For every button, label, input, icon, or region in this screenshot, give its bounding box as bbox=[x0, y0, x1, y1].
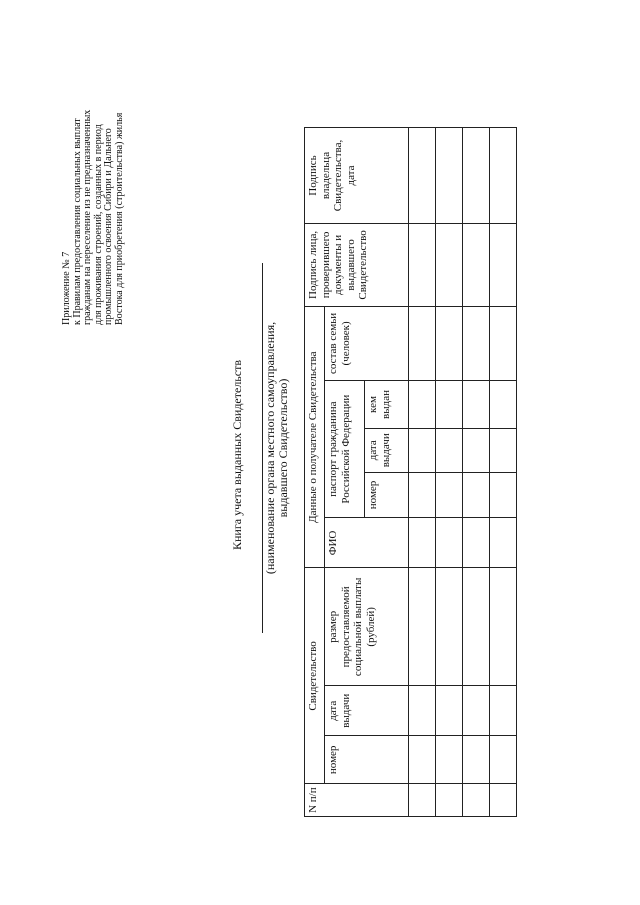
book-title: Книга учета выданных Свидетельств bbox=[230, 359, 244, 551]
appendix-line: к Правилам предоставления социальных выплат bbox=[71, 118, 83, 325]
header-family-size: состав семьи (человек) bbox=[325, 306, 409, 380]
certificates-register-table bbox=[304, 127, 517, 817]
header-cert-amount: размер предоставляемой социальной выплаты (рублей) bbox=[325, 568, 409, 686]
org-name-caption bbox=[264, 263, 290, 633]
header-passport-issuer: кем выдан bbox=[365, 381, 409, 429]
header-passport-number: номер bbox=[365, 472, 409, 518]
header-recipient-group: Данные о получателе Свидетельства bbox=[305, 306, 325, 568]
appendix-line: промышленного освоения Сибири и Дальнего bbox=[103, 128, 114, 325]
appendix-line: Приложение № 7 bbox=[61, 251, 72, 325]
appendix-line: гражданам на переселение из не предназначенных bbox=[82, 109, 93, 325]
table-row bbox=[409, 128, 436, 817]
header-owner-signature: Подпись владельца Свидетельства, дата bbox=[305, 128, 409, 224]
header-cert-number: номер bbox=[325, 736, 409, 784]
appendix-note bbox=[62, 25, 125, 325]
header-passport-date: дата выдачи bbox=[365, 428, 409, 472]
org-caption-line: выдавшего Свидетельство) bbox=[276, 378, 290, 518]
org-caption-line: (наименование органа местного самоуправления, bbox=[263, 321, 277, 575]
header-certificate-group: Свидетельство bbox=[305, 568, 325, 784]
header-row-number: N п/п bbox=[305, 784, 409, 817]
table-row bbox=[490, 128, 517, 817]
appendix-line: для проживания строений, созданных в период bbox=[92, 124, 104, 325]
header-cert-date: дата выдачи bbox=[325, 686, 409, 736]
header-fio: ФИО bbox=[325, 518, 409, 568]
appendix-line: Востока для приобретения (строительства) жилья bbox=[113, 112, 125, 325]
header-passport: паспорт гражданина Российской Федерации bbox=[325, 381, 365, 518]
header-checker-signature: Подпись лица, проверившего документы и выдавшего Свидетельство bbox=[305, 224, 409, 307]
table-row bbox=[463, 128, 490, 817]
table-row bbox=[436, 128, 463, 817]
